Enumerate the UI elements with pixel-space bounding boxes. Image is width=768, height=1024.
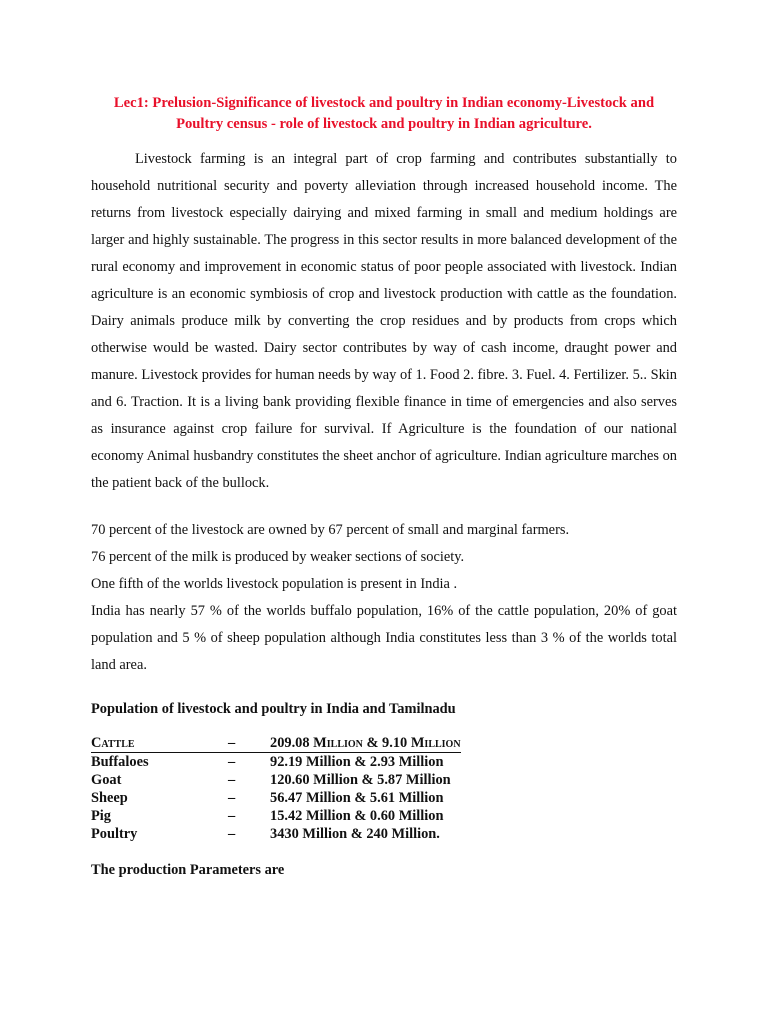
animal-name: Cattle: [91, 734, 228, 753]
dash-separator: –: [228, 734, 270, 753]
dash-separator: –: [228, 790, 236, 806]
facts-list: [91, 517, 677, 679]
animal-name: Poultry: [91, 826, 138, 842]
fact-item: 76 percent of the milk is produced by weaker sections of society.: [91, 549, 465, 565]
intro-paragraph: Livestock farming is an integral part of crop farming and contributes substantially to household nutritional security and poverty alleviation through increased household income. The returns from livestock especially dairying and mixed farming in small and medium holdings are larger and highly sustainable. The progress in this sector results in more balanced development of the rural economy and improvement in economic status of poor people associated with livestock. Indian agriculture is an economic symbiosis of crop and livestock production with cattle as the foundation. Dairy animals produce milk by converting the crop residues and by products from crops which otherwise would be wasted. Dairy sector contributes by way of cash income, draught power and manure. Livestock provides for human needs by way of 1. Food 2. fibre. 3. Fuel. 4. Fertilizer. 5.. Skin and 6. Traction. It is a living bank providing flexible finance in time of emergencies and also serves as insurance against crop failure for survival. If Agriculture is the foundation of our national economy Animal husbandry constitutes the sheet anchor of agriculture. Indian agriculture marches on the patient back of the bullock.: [91, 151, 677, 491]
table-row: [91, 807, 461, 825]
fact-item: India has nearly 57 % of the worlds buffalo population, 16% of the cattle population, 20% of goat population and 5 % of sheep population although India constitutes less than 3 % of the worlds total land area.: [91, 603, 677, 673]
lecture-title-line-2: Poultry census - role of livestock and poultry in Indian agriculture.: [176, 116, 592, 132]
lecture-title: [70, 93, 698, 135]
production-parameters-heading: The production Parameters are: [91, 862, 285, 878]
table-row: [91, 734, 461, 753]
dash-separator: –: [228, 808, 236, 824]
population-value: 56.47 Million & 5.61 Million: [270, 790, 444, 806]
population-heading: Population of livestock and poultry in India and Tamilnadu: [91, 701, 456, 717]
animal-name: Buffaloes: [91, 754, 149, 770]
population-value: 3430 Million & 240 Million.: [270, 826, 440, 842]
table-row: [91, 753, 461, 772]
table-row: [91, 789, 461, 807]
dash-separator: –: [228, 754, 236, 770]
population-table: [91, 734, 461, 843]
population-value: 209.08 Million & 9.10 Million: [270, 735, 461, 751]
table-row: [91, 825, 461, 843]
animal-name: Sheep: [91, 790, 128, 806]
dash-separator: –: [228, 772, 236, 788]
dash-separator: –: [228, 826, 236, 842]
lecture-title-line-1: Lec1: Prelusion-Significance of livestock and poultry in Indian economy-Livestock and: [113, 95, 655, 111]
fact-item: One fifth of the worlds livestock population is present in India .: [91, 576, 458, 592]
population-value: 92.19 Million & 2.93 Million: [270, 754, 444, 770]
table-row: [91, 771, 461, 789]
animal-name: Pig: [91, 808, 111, 824]
population-value: 120.60 Million & 5.87 Million: [270, 772, 451, 788]
fact-item: 70 percent of the livestock are owned by 67 percent of small and marginal farmers.: [91, 522, 570, 538]
population-value: 15.42 Million & 0.60 Million: [270, 808, 444, 824]
animal-name: Goat: [91, 772, 122, 788]
